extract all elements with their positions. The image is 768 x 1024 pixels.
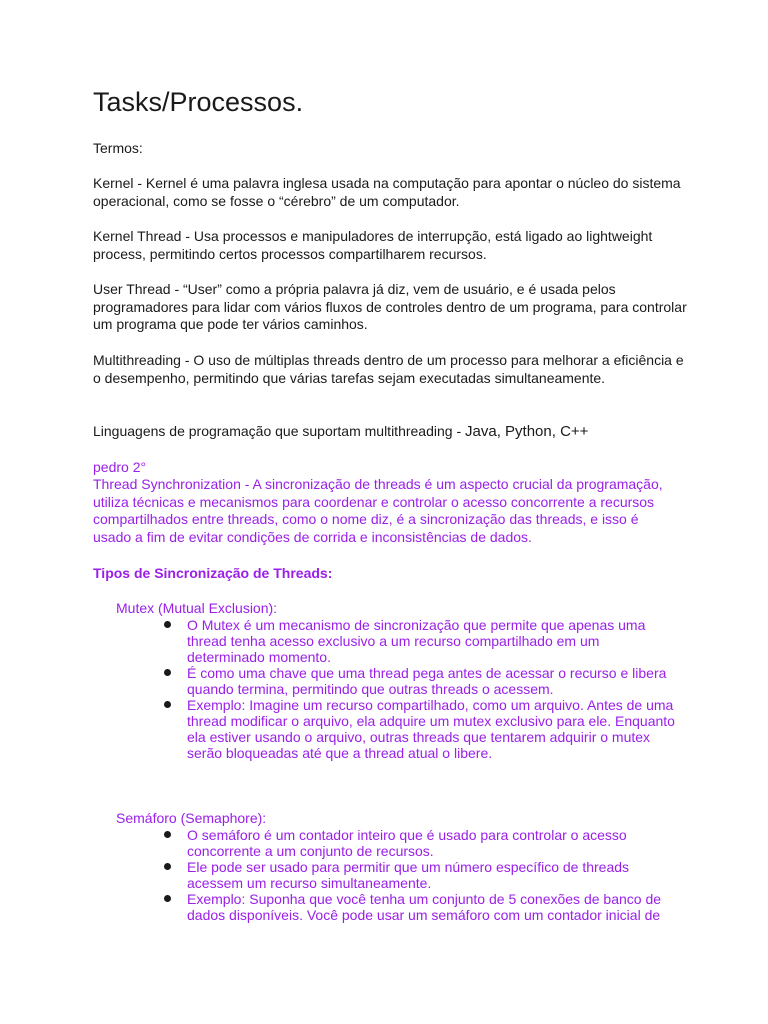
semaphore-heading: Semáforo (Semaphore): xyxy=(116,810,267,826)
languages-prefix: Linguagens de programação que suportam multithreading - xyxy=(93,423,466,439)
mutex-heading: Mutex (Mutual Exclusion): xyxy=(116,600,278,616)
bullet-icon xyxy=(164,863,171,870)
author-note: pedro 2° xyxy=(93,459,147,475)
list-item: O semáforo é um contador inteiro que é usado para controlar o acesso concorrente a um conjunto de recursos. xyxy=(160,827,680,859)
mutex-bullet-list xyxy=(160,617,680,761)
paragraph-languages xyxy=(93,423,693,441)
paragraph-kernel: Kernel - Kernel é uma palavra inglesa usada na computação para apontar o núcleo do sistema operacional, como se fosse o “cérebro” de um computador. xyxy=(93,175,681,209)
bullet-icon xyxy=(164,701,171,708)
page-title: Tasks/Processos. xyxy=(93,87,304,117)
list-item: É como uma chave que uma thread pega antes de acessar o recurso e libera quando termina, permitindo que outras threads o acessem. xyxy=(160,665,680,697)
paragraph-multithreading: Multithreading - O uso de múltiplas threads dentro de um processo para melhorar a eficiência e o desempenho, permitindo que várias tarefas sejam executadas simultaneamente. xyxy=(93,352,684,386)
list-item: Exemplo: Imagine um recurso compartilhado, como um arquivo. Antes de uma thread modificar o arquivo, ela adquire um mutex exclusivo para ele. Enquanto ela estiver usando o arquivo, outras threads que tentarem adquirir o mutex serão bloqueadas até que a thread atual o libere. xyxy=(160,697,680,761)
list-item: O Mutex é um mecanismo de sincronização que permite que apenas uma thread tenha acesso exclusivo a um recurso compartilhado em um determinado momento. xyxy=(160,617,680,665)
paragraph-user-thread: User Thread - “User” como a própria palavra já diz, vem de usuário, e é usada pelos programadores para lidar com vários fluxos de controles dentro de um programa, para controlar um programa que pode ter vários caminhos. xyxy=(93,281,687,332)
bullet-icon xyxy=(164,895,171,902)
list-item: Exemplo: Suponha que você tenha um conjunto de 5 conexões de banco de dados disponíveis. Você pode usar um semáforo com um contador inicial de xyxy=(160,891,680,923)
bullet-icon xyxy=(164,669,171,676)
terms-label: Termos: xyxy=(93,140,143,156)
bullet-icon xyxy=(164,831,171,838)
semaphore-bullet-list xyxy=(160,827,680,923)
list-item: Ele pode ser usado para permitir que um número específico de threads acessem um recurso simultaneamente. xyxy=(160,859,680,891)
paragraph-thread-sync: Thread Synchronization - A sincronização de threads é um aspecto crucial da programação, utiliza técnicas e mecanismos para coordenar e controlar o acesso concorrente a recursos compartilhados entre threads, como o nome diz, é a sincronização das threads, e isso é usado a fim de evitar condições de corrida e inconsistências de dados. xyxy=(93,476,663,545)
sync-types-heading: Tipos de Sincronização de Threads: xyxy=(93,565,333,581)
paragraph-kernel-thread: Kernel Thread - Usa processos e manipuladores de interrupção, está ligado ao lightweight process, permitindo certos processos compartilharem recursos. xyxy=(93,228,653,262)
bullet-icon xyxy=(164,621,171,628)
languages-list: Java, Python, C++ xyxy=(465,423,589,440)
